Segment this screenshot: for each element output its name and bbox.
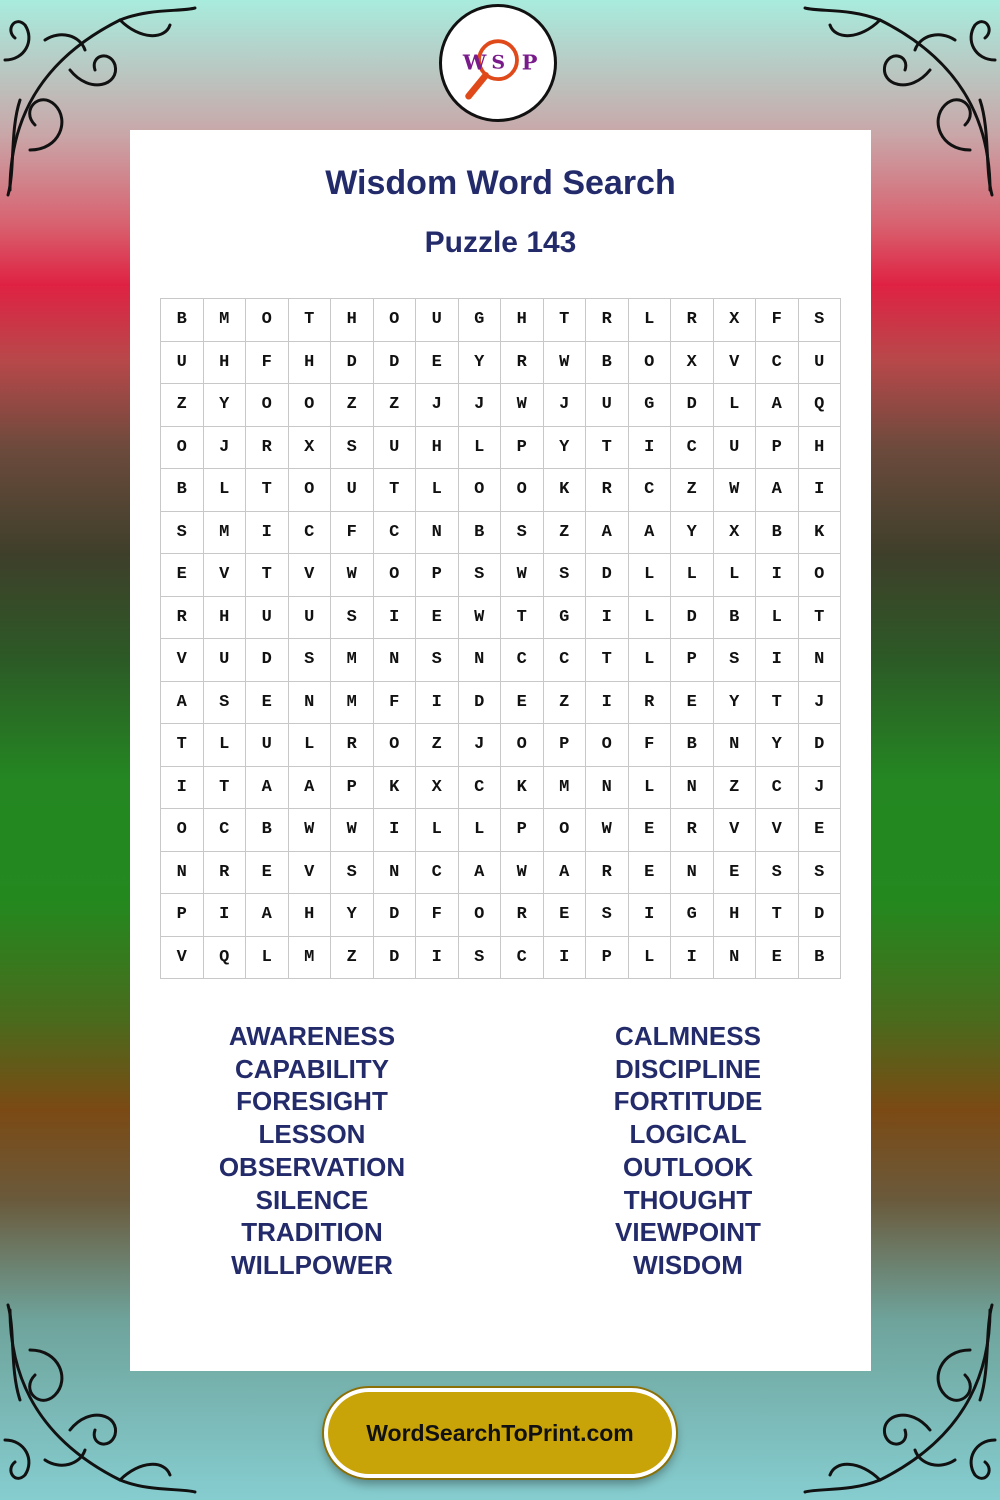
grid-cell[interactable]: W <box>501 554 544 597</box>
grid-cell[interactable]: I <box>374 809 417 852</box>
grid-cell[interactable]: S <box>756 852 799 895</box>
grid-cell[interactable]: R <box>671 809 714 852</box>
magnifier-handle-icon <box>469 75 486 96</box>
grid-cell[interactable]: S <box>501 512 544 555</box>
logo-letter-w: W <box>462 49 487 75</box>
word-list-item: AWARENESS <box>228 1021 396 1051</box>
grid-cell[interactable]: G <box>629 384 672 427</box>
grid-cell[interactable]: C <box>416 852 459 895</box>
grid-cell[interactable]: N <box>374 639 417 682</box>
grid-cell[interactable]: L <box>459 427 502 470</box>
grid-cell[interactable]: Z <box>331 384 374 427</box>
grid-cell[interactable]: B <box>161 299 204 342</box>
grid-cell[interactable]: I <box>374 597 417 640</box>
grid-cell[interactable]: N <box>714 724 757 767</box>
grid-cell[interactable]: D <box>374 937 417 980</box>
grid-cell[interactable]: K <box>374 767 417 810</box>
grid-cell[interactable]: U <box>161 342 204 385</box>
grid-cell[interactable]: D <box>671 597 714 640</box>
grid-cell[interactable]: A <box>629 512 672 555</box>
grid-cell[interactable]: H <box>204 342 247 385</box>
grid-cell[interactable]: B <box>459 512 502 555</box>
grid-cell[interactable]: L <box>246 937 289 980</box>
grid-cell[interactable]: C <box>544 639 587 682</box>
word-list-item: TRADITION <box>241 1217 383 1248</box>
grid-cell[interactable]: I <box>756 639 799 682</box>
grid-cell[interactable]: T <box>374 469 417 512</box>
grid-cell[interactable]: W <box>289 809 332 852</box>
grid-cell[interactable]: Y <box>714 682 757 725</box>
grid-cell[interactable]: F <box>374 682 417 725</box>
grid-cell[interactable]: R <box>501 342 544 385</box>
grid-cell[interactable]: E <box>246 852 289 895</box>
grid-cell[interactable]: C <box>629 469 672 512</box>
grid-cell[interactable]: N <box>161 852 204 895</box>
grid-cell[interactable]: S <box>161 512 204 555</box>
grid-cell[interactable]: O <box>161 427 204 470</box>
grid-cell[interactable]: M <box>289 937 332 980</box>
grid-cell[interactable]: Y <box>459 342 502 385</box>
grid-cell[interactable]: L <box>629 597 672 640</box>
grid-cell[interactable]: R <box>586 852 629 895</box>
grid-cell[interactable]: M <box>204 299 247 342</box>
grid-cell[interactable]: R <box>586 299 629 342</box>
grid-cell[interactable]: Z <box>714 767 757 810</box>
grid-cell[interactable]: F <box>629 724 672 767</box>
grid-cell[interactable]: E <box>714 852 757 895</box>
grid-cell[interactable]: N <box>671 852 714 895</box>
grid-cell[interactable]: D <box>246 639 289 682</box>
grid-cell[interactable]: A <box>161 682 204 725</box>
grid-cell[interactable]: G <box>459 299 502 342</box>
grid-cell[interactable]: I <box>246 512 289 555</box>
grid-cell[interactable]: T <box>799 597 842 640</box>
grid-cell[interactable]: O <box>289 384 332 427</box>
grid-cell[interactable]: L <box>204 724 247 767</box>
grid-cell[interactable]: I <box>756 554 799 597</box>
grid-cell[interactable]: P <box>331 767 374 810</box>
grid-cell[interactable]: D <box>374 342 417 385</box>
grid-cell[interactable]: F <box>756 299 799 342</box>
logo-letter-s: S <box>491 51 506 74</box>
grid-cell[interactable]: N <box>416 512 459 555</box>
grid-cell[interactable]: C <box>459 767 502 810</box>
grid-cell[interactable]: R <box>501 894 544 937</box>
word-list-item: CAPABILITY <box>234 1053 390 1084</box>
grid-cell[interactable]: X <box>714 512 757 555</box>
grid-cell[interactable]: U <box>331 469 374 512</box>
grid-cell[interactable]: P <box>416 554 459 597</box>
grid-cell[interactable]: J <box>459 384 502 427</box>
grid-cell[interactable]: S <box>799 852 842 895</box>
grid-cell[interactable]: I <box>204 894 247 937</box>
grid-cell[interactable]: D <box>331 342 374 385</box>
grid-cell[interactable]: Z <box>416 724 459 767</box>
grid-cell[interactable]: A <box>756 384 799 427</box>
word-list-item: VIEWPOINT <box>615 1217 761 1248</box>
grid-cell[interactable]: P <box>501 427 544 470</box>
grid-cell[interactable]: L <box>416 809 459 852</box>
website-button[interactable]: WordSearchToPrint.com <box>324 1388 676 1478</box>
page-title: Wisdom Word Search <box>325 164 676 202</box>
grid-cell[interactable]: S <box>331 597 374 640</box>
grid-cell[interactable]: H <box>331 299 374 342</box>
grid-cell[interactable]: Z <box>544 512 587 555</box>
grid-cell[interactable]: S <box>459 554 502 597</box>
grid-cell[interactable]: V <box>756 809 799 852</box>
word-list-item: THOUGHT <box>623 1184 753 1215</box>
grid-cell[interactable]: K <box>799 512 842 555</box>
grid-cell[interactable]: I <box>416 682 459 725</box>
grid-cell[interactable]: N <box>586 767 629 810</box>
word-list-left <box>162 1020 462 1282</box>
grid-cell[interactable]: D <box>671 384 714 427</box>
grid-cell[interactable]: X <box>289 427 332 470</box>
grid-cell[interactable]: T <box>161 724 204 767</box>
grid-cell[interactable]: M <box>331 639 374 682</box>
grid-cell[interactable]: A <box>459 852 502 895</box>
grid-cell[interactable]: S <box>331 852 374 895</box>
grid-cell[interactable]: E <box>501 682 544 725</box>
grid-cell[interactable]: A <box>544 852 587 895</box>
grid-cell[interactable]: N <box>459 639 502 682</box>
grid-cell[interactable]: O <box>289 469 332 512</box>
grid-cell[interactable]: T <box>586 427 629 470</box>
grid-cell[interactable]: I <box>671 937 714 980</box>
grid-cell[interactable]: L <box>204 469 247 512</box>
grid-cell[interactable]: L <box>629 299 672 342</box>
grid-cell[interactable]: T <box>586 639 629 682</box>
grid-cell[interactable]: M <box>544 767 587 810</box>
grid-cell[interactable]: N <box>714 937 757 980</box>
grid-cell[interactable]: I <box>161 767 204 810</box>
grid-cell[interactable]: C <box>204 809 247 852</box>
word-list-item: CALMNESS <box>615 1021 761 1051</box>
word-list-item: LESSON <box>258 1119 366 1150</box>
grid-cell[interactable]: L <box>629 554 672 597</box>
grid-cell[interactable]: L <box>629 937 672 980</box>
grid-cell[interactable]: E <box>161 554 204 597</box>
grid-cell[interactable]: J <box>204 427 247 470</box>
grid-cell[interactable]: E <box>756 937 799 980</box>
grid-cell[interactable]: B <box>714 597 757 640</box>
puzzle-number: Puzzle 143 <box>424 226 577 259</box>
grid-cell[interactable]: R <box>331 724 374 767</box>
grid-cell[interactable]: I <box>544 937 587 980</box>
grid-cell[interactable]: E <box>629 852 672 895</box>
grid-cell[interactable]: U <box>416 299 459 342</box>
grid-cell[interactable]: J <box>459 724 502 767</box>
grid-cell[interactable]: C <box>501 937 544 980</box>
grid-cell[interactable]: H <box>204 597 247 640</box>
grid-cell[interactable]: L <box>714 384 757 427</box>
grid-cell[interactable]: X <box>714 299 757 342</box>
grid-cell[interactable]: B <box>161 469 204 512</box>
grid-cell[interactable]: V <box>289 554 332 597</box>
grid-cell[interactable]: I <box>629 894 672 937</box>
grid-cell[interactable]: W <box>501 384 544 427</box>
grid-cell[interactable]: U <box>289 597 332 640</box>
grid-cell[interactable]: O <box>544 809 587 852</box>
grid-cell[interactable]: S <box>204 682 247 725</box>
grid-cell[interactable]: S <box>289 639 332 682</box>
grid-cell[interactable]: I <box>586 597 629 640</box>
grid-cell[interactable]: O <box>501 724 544 767</box>
grid-cell[interactable]: N <box>799 639 842 682</box>
grid-cell[interactable]: A <box>586 512 629 555</box>
grid-cell[interactable]: V <box>714 342 757 385</box>
grid-cell[interactable]: O <box>374 554 417 597</box>
grid-cell[interactable]: R <box>161 597 204 640</box>
grid-cell[interactable]: N <box>671 767 714 810</box>
wsp-logo <box>439 4 557 122</box>
grid-cell[interactable]: U <box>586 384 629 427</box>
grid-cell[interactable]: A <box>246 894 289 937</box>
word-list-right <box>538 1020 838 1282</box>
grid-cell[interactable]: O <box>459 469 502 512</box>
grid-cell[interactable]: W <box>459 597 502 640</box>
grid-cell[interactable]: Q <box>799 384 842 427</box>
grid-cell[interactable]: T <box>246 469 289 512</box>
grid-cell[interactable]: Z <box>161 384 204 427</box>
grid-cell[interactable]: U <box>714 427 757 470</box>
grid-cell[interactable]: T <box>204 767 247 810</box>
grid-cell[interactable]: L <box>289 724 332 767</box>
grid-cell[interactable]: C <box>756 342 799 385</box>
grid-cell[interactable]: S <box>586 894 629 937</box>
grid-cell[interactable]: H <box>714 894 757 937</box>
grid-cell[interactable]: E <box>544 894 587 937</box>
grid-cell[interactable]: P <box>586 937 629 980</box>
grid-cell[interactable]: E <box>799 809 842 852</box>
grid-cell[interactable]: H <box>799 427 842 470</box>
grid-cell[interactable]: J <box>799 767 842 810</box>
grid-cell[interactable]: I <box>416 937 459 980</box>
grid-cell[interactable]: A <box>756 469 799 512</box>
word-list-item: DISCIPLINE <box>615 1053 761 1084</box>
grid-cell[interactable]: D <box>374 894 417 937</box>
grid-cell[interactable]: T <box>246 554 289 597</box>
grid-cell[interactable]: Y <box>331 894 374 937</box>
grid-cell[interactable]: O <box>799 554 842 597</box>
grid-cell[interactable]: O <box>374 299 417 342</box>
grid-cell[interactable]: O <box>501 469 544 512</box>
grid-cell[interactable]: H <box>501 299 544 342</box>
grid-cell[interactable]: J <box>416 384 459 427</box>
grid-cell[interactable]: U <box>246 724 289 767</box>
logo-letter-p: P <box>521 49 538 75</box>
grid-cell[interactable]: V <box>161 937 204 980</box>
grid-cell[interactable]: Z <box>374 384 417 427</box>
grid-cell[interactable]: I <box>586 682 629 725</box>
grid-cell[interactable]: L <box>714 554 757 597</box>
grid-cell[interactable]: V <box>714 809 757 852</box>
grid-cell[interactable]: S <box>799 299 842 342</box>
grid-cell[interactable]: P <box>671 639 714 682</box>
grid-cell[interactable]: R <box>629 682 672 725</box>
grid-cell[interactable]: S <box>714 639 757 682</box>
grid-cell[interactable]: N <box>289 682 332 725</box>
grid-cell[interactable]: L <box>629 767 672 810</box>
grid-cell[interactable]: H <box>416 427 459 470</box>
word-list-item: WISDOM <box>633 1249 743 1280</box>
grid-cell[interactable]: W <box>714 469 757 512</box>
grid-cell[interactable]: P <box>501 809 544 852</box>
grid-cell[interactable]: U <box>246 597 289 640</box>
grid-cell[interactable]: O <box>374 724 417 767</box>
grid-cell[interactable]: W <box>331 554 374 597</box>
grid-cell[interactable]: F <box>246 342 289 385</box>
grid-cell[interactable]: E <box>671 682 714 725</box>
word-list-item: OUTLOOK <box>623 1151 753 1182</box>
grid-cell[interactable]: H <box>289 894 332 937</box>
grid-cell[interactable]: T <box>756 894 799 937</box>
grid-cell[interactable]: M <box>331 682 374 725</box>
grid-cell[interactable]: L <box>671 554 714 597</box>
grid-cell[interactable]: B <box>586 342 629 385</box>
grid-cell[interactable]: G <box>671 894 714 937</box>
word-list-item: OBSERVATION <box>218 1151 406 1182</box>
grid-cell[interactable]: R <box>246 427 289 470</box>
grid-cell[interactable]: R <box>671 299 714 342</box>
grid-cell[interactable]: U <box>799 342 842 385</box>
word-list-item: FORTITUDE <box>613 1086 763 1117</box>
grid-cell[interactable]: B <box>756 512 799 555</box>
grid-cell[interactable]: T <box>501 597 544 640</box>
grid-cell[interactable]: B <box>246 809 289 852</box>
grid-cell[interactable]: C <box>671 427 714 470</box>
grid-cell[interactable]: U <box>204 639 247 682</box>
word-list-item: FORESIGHT <box>236 1086 388 1117</box>
grid-cell[interactable]: F <box>331 512 374 555</box>
grid-cell[interactable]: Z <box>544 682 587 725</box>
grid-cell[interactable]: L <box>416 469 459 512</box>
grid-cell[interactable]: B <box>671 724 714 767</box>
grid-cell[interactable]: U <box>374 427 417 470</box>
grid-cell[interactable]: R <box>586 469 629 512</box>
grid-cell[interactable]: X <box>416 767 459 810</box>
grid-cell[interactable]: J <box>799 682 842 725</box>
grid-cell[interactable]: K <box>501 767 544 810</box>
grid-cell[interactable]: G <box>544 597 587 640</box>
puzzle-sheet <box>130 130 871 1371</box>
grid-cell[interactable]: W <box>586 809 629 852</box>
grid-cell[interactable]: E <box>629 809 672 852</box>
grid-cell[interactable]: O <box>629 342 672 385</box>
grid-cell[interactable]: C <box>756 767 799 810</box>
grid-cell[interactable]: P <box>756 427 799 470</box>
letter-grid <box>160 298 841 979</box>
grid-cell[interactable]: L <box>459 809 502 852</box>
grid-cell[interactable]: B <box>799 937 842 980</box>
grid-cell[interactable]: S <box>459 937 502 980</box>
grid-cell[interactable]: O <box>161 809 204 852</box>
grid-cell[interactable]: E <box>246 682 289 725</box>
grid-cell[interactable]: D <box>459 682 502 725</box>
grid-cell[interactable]: P <box>161 894 204 937</box>
grid-cell[interactable]: F <box>416 894 459 937</box>
grid-cell[interactable]: Q <box>204 937 247 980</box>
grid-cell[interactable]: N <box>374 852 417 895</box>
grid-cell[interactable]: P <box>544 724 587 767</box>
grid-cell[interactable]: C <box>289 512 332 555</box>
grid-cell[interactable]: S <box>416 639 459 682</box>
grid-cell[interactable]: J <box>544 384 587 427</box>
word-list-item: LOGICAL <box>629 1119 747 1150</box>
grid-cell[interactable]: C <box>501 639 544 682</box>
grid-cell[interactable]: M <box>204 512 247 555</box>
grid-cell[interactable]: Y <box>544 427 587 470</box>
grid-cell[interactable]: V <box>161 639 204 682</box>
grid-cell[interactable]: O <box>459 894 502 937</box>
grid-cell[interactable]: Z <box>671 469 714 512</box>
grid-cell[interactable]: K <box>544 469 587 512</box>
grid-cell[interactable]: S <box>331 427 374 470</box>
grid-cell[interactable]: O <box>246 384 289 427</box>
grid-cell[interactable]: A <box>246 767 289 810</box>
grid-cell[interactable]: D <box>586 554 629 597</box>
grid-cell[interactable]: L <box>756 597 799 640</box>
grid-cell[interactable]: Y <box>756 724 799 767</box>
grid-cell[interactable]: I <box>799 469 842 512</box>
grid-cell[interactable]: W <box>331 809 374 852</box>
grid-cell[interactable]: I <box>629 427 672 470</box>
grid-cell[interactable]: V <box>289 852 332 895</box>
grid-cell[interactable]: D <box>799 724 842 767</box>
word-list-item: SILENCE <box>255 1184 369 1215</box>
grid-cell[interactable]: X <box>671 342 714 385</box>
grid-cell[interactable]: L <box>629 639 672 682</box>
grid-cell[interactable]: Y <box>671 512 714 555</box>
grid-cell[interactable]: V <box>204 554 247 597</box>
grid-cell[interactable]: E <box>416 597 459 640</box>
grid-cell[interactable]: Z <box>331 937 374 980</box>
grid-cell[interactable]: Y <box>204 384 247 427</box>
grid-cell[interactable]: C <box>374 512 417 555</box>
grid-cell[interactable]: W <box>544 342 587 385</box>
grid-cell[interactable]: A <box>289 767 332 810</box>
grid-cell[interactable]: H <box>289 342 332 385</box>
grid-cell[interactable]: E <box>416 342 459 385</box>
grid-cell[interactable]: O <box>586 724 629 767</box>
grid-cell[interactable]: T <box>289 299 332 342</box>
grid-cell[interactable]: R <box>204 852 247 895</box>
grid-cell[interactable]: O <box>246 299 289 342</box>
grid-cell[interactable]: S <box>544 554 587 597</box>
grid-cell[interactable]: T <box>756 682 799 725</box>
grid-cell[interactable]: T <box>544 299 587 342</box>
grid-cell[interactable]: W <box>501 852 544 895</box>
word-list-item: WILLPOWER <box>231 1249 393 1280</box>
grid-cell[interactable]: D <box>799 894 842 937</box>
